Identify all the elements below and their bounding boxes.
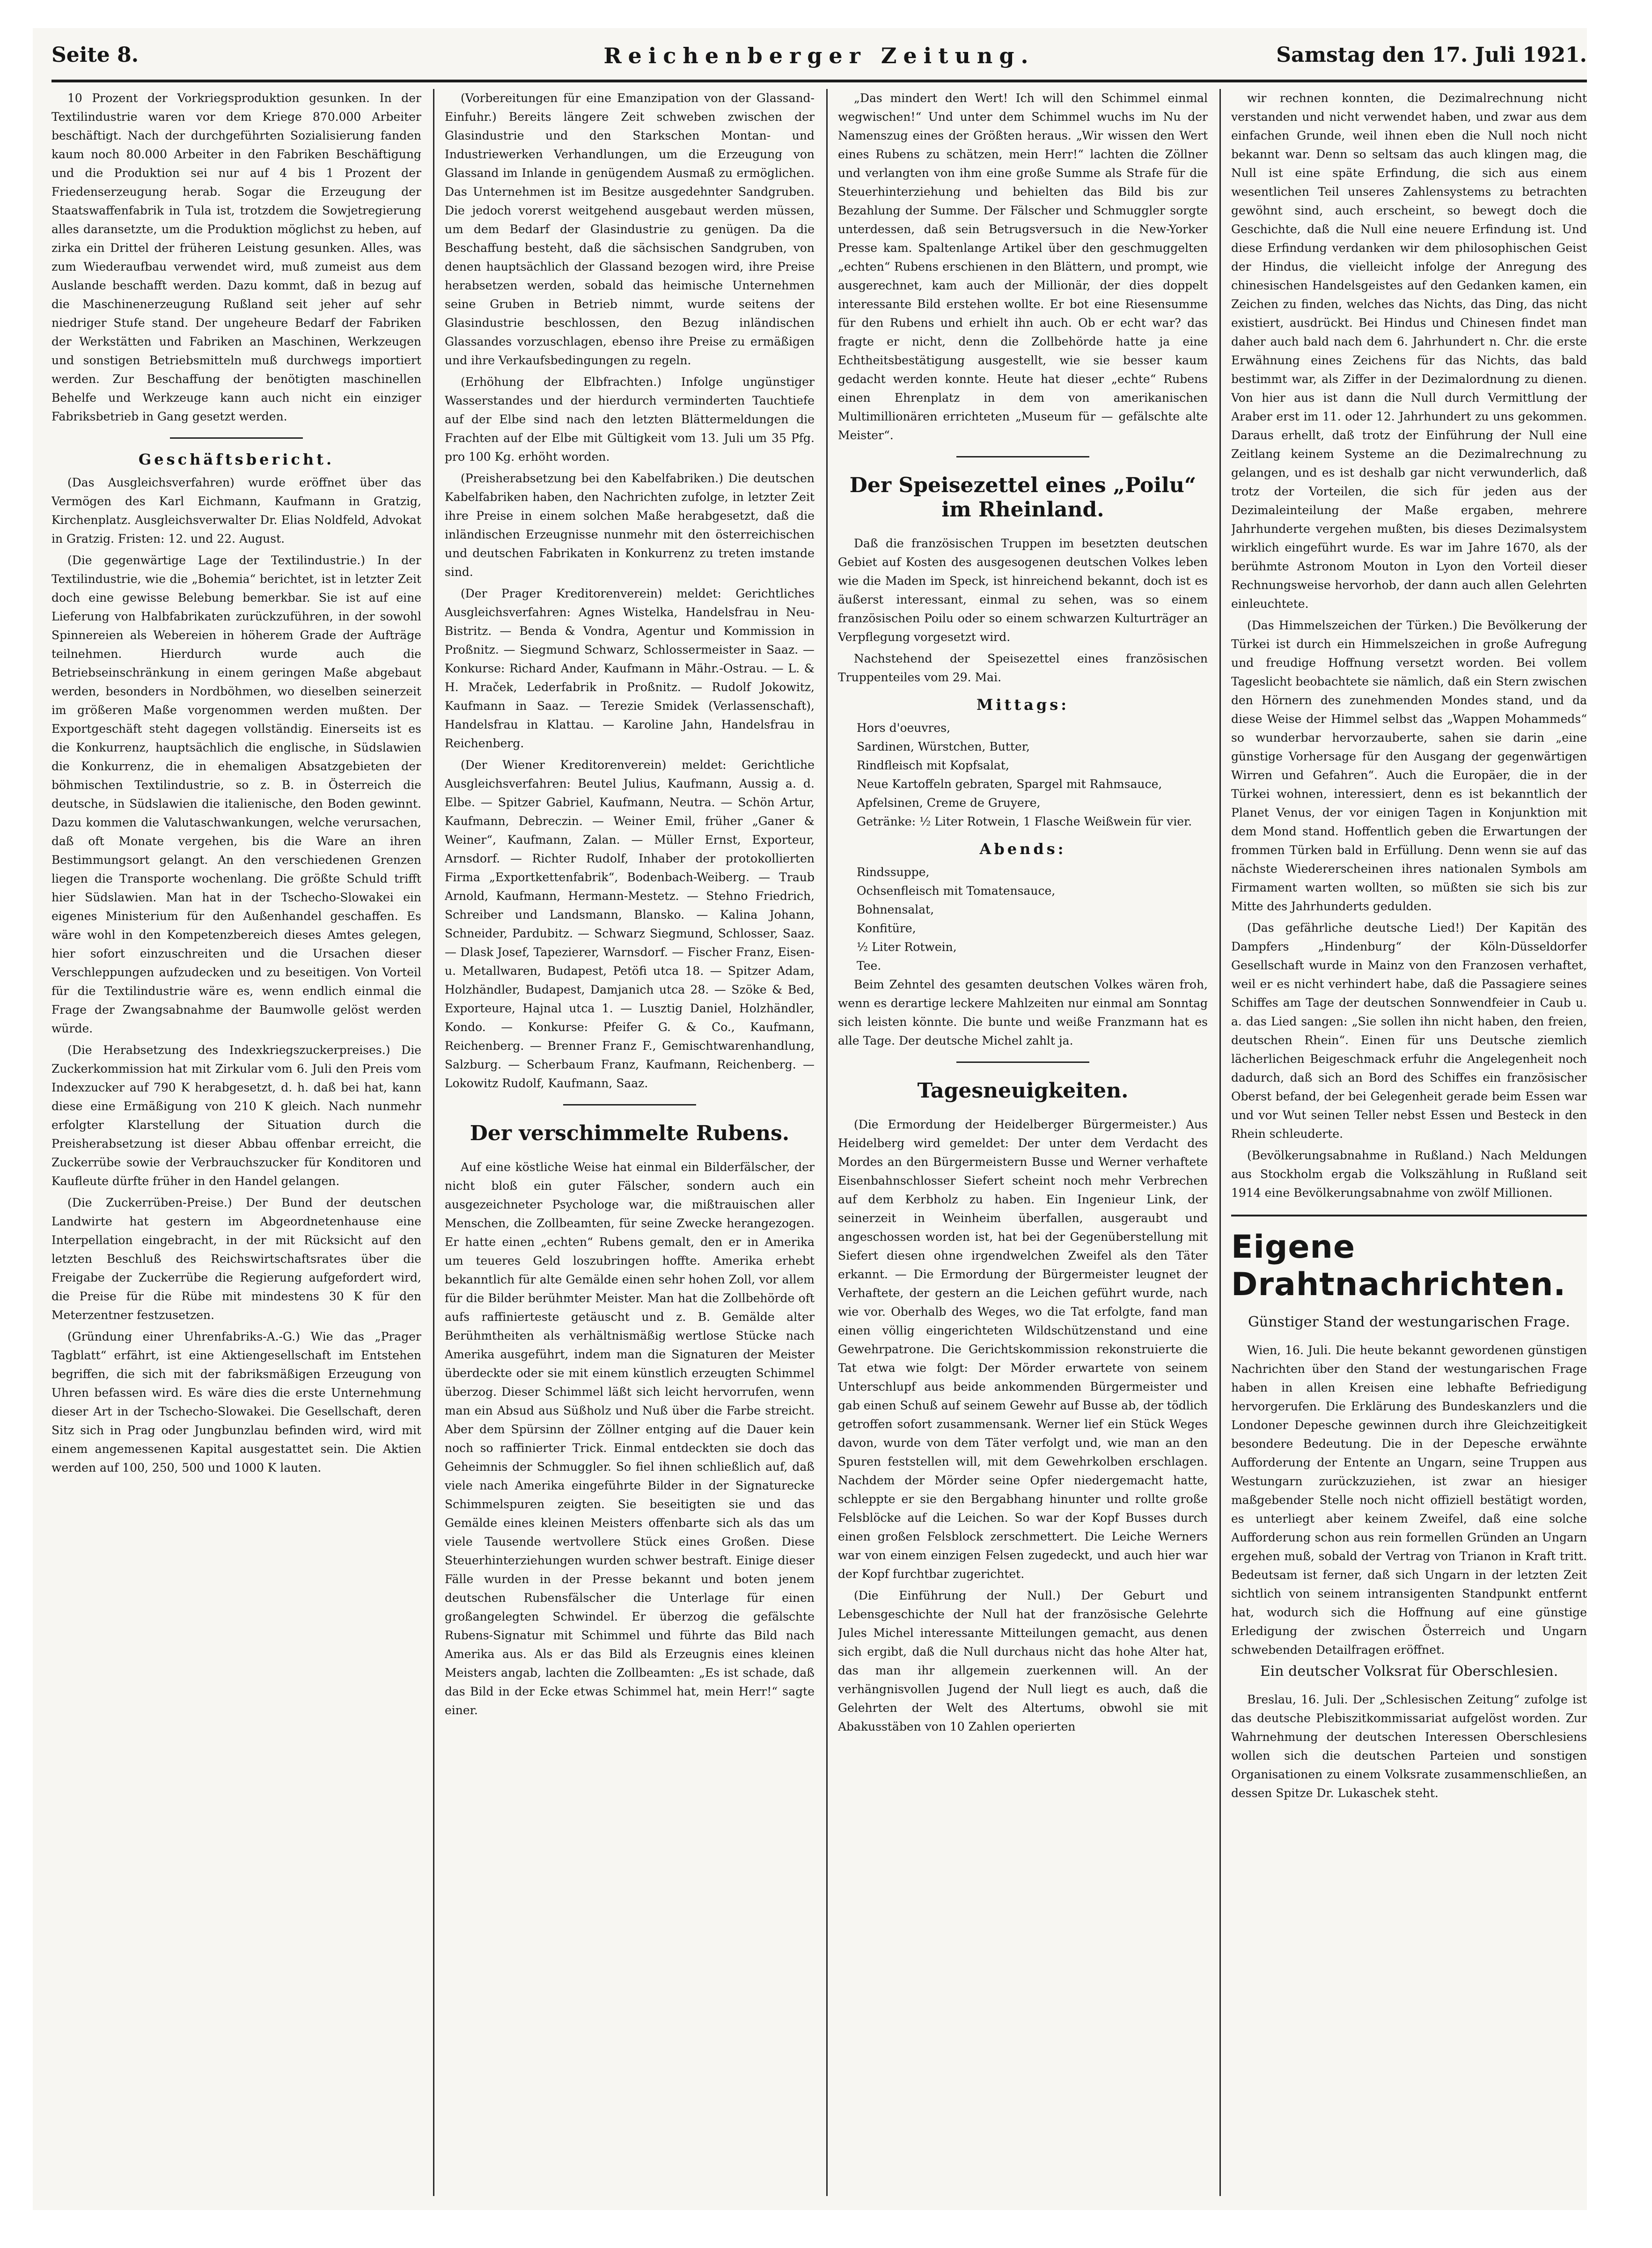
menu-item: Ochsenfleisch mit Tomatensauce,: [857, 884, 1056, 898]
menu-item: Getränke: ½ Liter Rotwein, 1 Flasche Weißwein für vier.: [857, 815, 1192, 828]
article-text: (Vorbereitungen für eine Emanzipation von der Glassand-Einfuhr.) Bereits längere Zeit schweben zwischen der Glasindustrie und den Starkschen Montan- und Industriewerken Verhandlungen, um die Erzeugung von Glassand im Inlande in genügendem Ausmaß zu ermöglichen. Das Unternehmen ist im Besitze ausgedehnter Sandgruben. Die jedoch vorerst weitgehend ausgebaut werden müssen, um dem Bedarf der Glasindustrie zu genügen. Da die Beschaffung besteht, daß die sächsischen Sandgruben, von denen hauptsächlich der Glassand bezogen wird, ihre Preise herabsetzen werden, sobald das heimische Unternehmen seine Gruben in Betrieb nimmt, wurde seitens der Glasindustrie beschlossen, den Bezug inländischen Glassandes vorzuschlagen, ebenso ihre Preise zu ermäßigen und ihre Verkaufsbedingungen zu regeln.: [445, 91, 815, 367]
menu-item: Rindssuppe,: [857, 865, 930, 879]
column-1: [51, 89, 421, 2196]
article-text: Nachstehend der Speisezettel eines französischen Truppenteiles vom 29. Mai.: [838, 652, 1208, 684]
issue-date: Samstag den 17. Juli 1921.: [1276, 43, 1587, 67]
article-text: wir rechnen konnten, die Dezimalrechnung nicht verstanden und nicht verwendet haben, und zwar aus dem einfachen Grunde, weil ihnen eben die Null noch nicht bekannt war. Denn so seltsam das auch klingen mag, die Null ist eine späte Erfindung, die sich aus einem wesentlichen Teil unseres Zahlensystems zu betrachten gewöhnt sind, auch erscheint, so bewegt doch die Geschichte, daß die Null eine neuere Erfindung ist. Und diese Erfindung verdanken wir dem philosophischen Geist der Hindus, die vielleicht infolge der Anregung des chinesischen Handelsgeistes auf den Gedanken kamen, ein Zeichen zu finden, welches das Nichts, das Ding, das nicht existiert, ausdrückt. Bei Hindus und Chinesen findet man daher auch bald nach dem 6. Jahrhundert n. Chr. die erste Erwähnung eines Zeichens für das Nichts, das bald bestimmt war, als Ziffer in der Dezimalordnung zu dienen. Von hier aus ist dann die Null durch Vermittlung der Araber erst im 11. oder 12. Jahrhundert zu uns gekommen. Daraus erhellt, daß trotz der Einführung der Null eine Zeitlang keinem Systeme an die Dezimalrechnung zu gelangen, und es ist deshalb gar nicht verwunderlich, daß trotz der Vorteilen, die sich für jeden aus der Dezimaleinteilung der Maße ergaben, mehrere Jahrhunderte vergehen mußten, bis dieses Dezimalsystem wirklich eingeführt wurde. Es war im Jahre 1670, als der berühmte Astronom Mouton in Lyon den Vorteil dieser Rechnungsweise hervorhob, der dann auch allen Gelehrten einleuchtete.: [1231, 91, 1587, 611]
menu-item: ½ Liter Rotwein,: [857, 940, 957, 954]
headline-tagesneuigkeiten: Tagesneuigkeiten.: [917, 1079, 1129, 1103]
divider: [956, 456, 1089, 457]
article-text: Wien, 16. Juli. Die heute bekannt gewordenen günstigen Nachrichten über den Stand der westungarischen Frage haben in allen Kreisen eine lebhafte Befriedigung hervorgerufen. Die Erklärung des Bundeskanzlers und die Londoner Depesche gewinnen durch ihre Gleichzeitigkeit besondere Bedeutung. Die in der Depesche erwähnte Aufforderung der Entente an Ungarn, seine Truppen aus Westungarn zurückzuziehen, ist zwar an hiesiger maßgebender Stelle noch nicht offiziell bestätigt worden, es unterliegt aber keinem Zweifel, daß eine solche Aufforderung schon aus rein formellen Gründen an Ungarn ergehen muß, sobald der Vertrag von Trianon in Kraft tritt. Bedeutsam ist ferner, daß sich Ungarn in der letzten Zeit sichtlich von seinem intransigenten Standpunkt entfernt hat, wodurch sich die Hoffnung auf eine günstige Erledigung der zwischen Österreich und Ungarn schwebenden Detailfragen eröffnet.: [1231, 1343, 1587, 1657]
article-text: (Gründung einer Uhrenfabriks-A.-G.) Wie das „Prager Tagblatt“ erfährt, ist eine Aktiengesellschaft im Entstehen begriffen, die sich mit der fabriksmäßigen Erzeugung von Uhren befassen wird. Es wäre dies die erste Unternehmung dieser Art in der Tschecho-Slowakei. Die Gesellschaft, deren Sitz sich in Prag oder Jungbunzlau befinden wird, wird mit einem angemessenen Kapital ausgestattet sein. Die Aktien werden auf 100, 250, 500 und 1000 K lauten.: [51, 1330, 421, 1474]
article-text: (Bevölkerungsabnahme in Rußland.) Nach Meldungen aus Stockholm ergab die Volkszählung in Rußland seit 1914 eine Bevölkerungsabnahme von zwölf Millionen.: [1231, 1149, 1587, 1200]
column-rule: [826, 89, 828, 2196]
subheadline-volksrat: Ein deutscher Volksrat für Oberschlesien.: [1260, 1663, 1558, 1680]
menu-item: Rindfleisch mit Kopfsalat,: [857, 759, 1009, 772]
article-text: 10 Prozent der Vorkriegsproduktion gesunken. In der Textilindustrie waren vor dem Kriege 870.000 Arbeiter beschäftigt. Nach der durchgeführten Sozialisierung fanden kaum noch 80.000 Arbeiter in den Fabriken Beschäftigung und die Produktion sei nur auf 4 bis 1 Prozent der Friedenserzeugung herab. Sogar die Erzeugung der Staatswaffenfabrik in Tula ist, trotzdem die Sowjetregierung alles daransetzte, um die Produktion möglichst zu heben, auf zirka ein Drittel der früheren Leistung gesunken. Alles, was zum Wiederaufbau verwendet wird, muß zumeist aus dem Auslande beschafft werden. Dazu kommt, daß in bezug auf die Maschinenerzeugung Rußland seit jeher auf sehr niedriger Stufe stand. Der ungeheure Bedarf der Fabriken der Werkstätten und Fabriken an Maschinen, Werkzeugen und sonstigen Betriebsmitteln muß durchwegs importiert werden. Zur Beschaffung der benötigten maschinellen Behelfe und Werkzeuge kann auch nicht ein einziger Fabriksbetrieb in Gang gesetzt werden.: [51, 91, 421, 423]
menu-item: Hors d'oeuvres,: [857, 721, 951, 735]
headline-drahtnachrichten: Eigene Drahtnachrichten.: [1231, 1229, 1566, 1303]
article-text: (Die gegenwärtige Lage der Textilindustrie.) In der Textilindustrie, wie die „Bohemia“ berichtet, ist in letzter Zeit doch eine gewisse Belebung bemerkbar. Sie ist auf eine Lieferung von Halbfabrikaten zurückzuführen, in der sowohl Spinnereien als Webereien in höherem Grade der Aufträge teilnehmen. Hierdurch wurde auch die Betriebseinschränkung in einem geringen Maße abgebaut werden, besonders in Nordböhmen, wo dieselben seinerzeit im größeren Maße vorgenommen werden mußten. Der Exportgeschäft steht dagegen vollständig. Einerseits ist es die Konkurrenz, hauptsächlich die englische, in Südslawien die Konkurrenz, die in ehemaligen Absatzgebieten der böhmischen Textilindustrie, so z. B. in Österreich die deutsche, in Südslawien die italienische, den Boden gewinnt. Dazu kommen die Valutaschwankungen, welche verursachen, daß oft Monate vergehen, bis die Ware an ihren Bestimmungsort gelangt. An den verschiedenen Grenzen liegen die Transporte wochenlang. Die größte Schuld trifft hier Südslawien. Man hat in der Tschecho-Slowakei ein eigenes Ministerium für den Außenhandel geschaffen. Es wäre wohl in den Kompetenzbereich dieses Amtes gelegen, hier sofort einzuschreiten und die Ursachen dieser Verschleppungen aufzudecken und zu beseitigen. Von Vorteil für die Textilindustrie wäre es, wenn endlich einmal die Frage der Zwangsabnahme der Baumwolle gelöst werden würde.: [51, 553, 421, 1035]
article-text: „Das mindert den Wert! Ich will den Schimmel einmal wegwischen!“ Und unter dem Schimmel wuchs im Nu der Namenszug eines der Größten heraus. „Wir wissen den Wert eines Rubens zu schätzen, mein Herr!“ lachten die Zöllner und verlangten von ihm eine große Summe als Strafe für die Steuerhinterziehung und behielten das Bild bis zur Bezahlung der Summe. Der Fälscher und Schmuggler sorgte unterdessen, daß sein Betrugsversuch in die New-Yorker Presse kam. Spaltenlange Artikel über den geschmuggelten „echten“ Rubens erschienen in den Blättern, und prompt, wie ausgerechnet, kam auch der Millionär, der dies doppelt interessante Bild erstehen wollte. Er bot eine Riesensumme für den Rubens und erhielt ihn auch. Ob er echt war? das fragte er nicht, denn die Zollbehörde hatte ja eine Echtheitsbestätigung ausgestellt, wie sie besser kaum gedacht werden konnte. Heute hat dieser „echte“ Rubens einen Ehrenplatz in dem von amerikanischen Multimillionären errichteten „Museum für — gefälschte alte Meister“.: [838, 91, 1208, 442]
newspaper-title: Reichenberger Zeitung.: [603, 43, 1035, 68]
article-text: Beim Zehntel des gesamten deutschen Volkes wären froh, wenn es derartige leckere Mahlzeiten nur einmal am Sonntag sich leisten könnte. Die bunte und weiße Franzmann hat es alle Tage. Der deutsche Michel zahlt ja.: [838, 978, 1208, 1047]
column-4: [1231, 89, 1587, 2196]
article-text: (Das gefährliche deutsche Lied!) Der Kapitän des Dampfers „Hindenburg“ der Köln-Düsseldorfer Gesellschaft wurde in Mainz von den Franzosen verhaftet, weil er es nicht verhindert habe, daß die Passagiere seines Schiffes am Tage der deutschen Sonnwendfeier in Caub u. a. das Lied sangen: „Sie sollen ihn nicht haben, den freien, deutschen Rhein“. Einen für uns Deutsche ziemlich lächerlichen Beigeschmack erfuhr die Angelegenheit noch dadurch, daß sich an Bord des Schiffes ein französischer Oberst befand, der bei Gelegenheit gerade beim Essen war und vor Wut seinen Teller nebst Essen und Besteck in den Rhein schleuderte.: [1231, 921, 1587, 1141]
menu-item: Sardinen, Würstchen, Butter,: [857, 740, 1030, 753]
article-text: (Die Herabsetzung des Indexkriegszuckerpreises.) Die Zuckerkommission hat mit Zirkular vom 6. Juli den Preis vom Indexzucker auf 790 K herabgesetzt, d. h. daß bei hat, kann diese eine Ermäßigung von 210 K gleich. Nach nunmehr erfolgter Klarstellung der Situation durch die Preisherabsetzung ist dieser Abbau offenbar erreicht, die Zuckerrübe sowie der Verbrauchszucker für Konditoren und Kaufleute dürfte früher in den Handel gelangen.: [51, 1043, 421, 1188]
headline-poilu: Der Speisezettel eines „Poilu“ im Rheinland.: [849, 473, 1197, 522]
subheadline-westungarn: Günstiger Stand der westungarischen Frage.: [1248, 1314, 1571, 1330]
menu-list-mittags: [838, 719, 1208, 831]
article-text: (Der Prager Kreditorenverein) meldet: Gerichtliches Ausgleichsverfahren: Agnes Wistelka, Handelsfrau in Neu-Bistritz. — Benda & Vondra, Agentur und Kommission in Proßnitz. — Siegmund Schwarz, Schlossermeister in Saaz. — Konkurse: Richard Ander, Kaufmann in Mähr.-Ostrau. — L. & H. Mraček, Lederfabrik in Proßnitz. — Rudolf Jokowitz, Kaufmann in Saaz. — Terezie Smidek (Verlassenschaft), Handelsfrau in Klattau. — Karoline Jahn, Handelsfrau in Reichenberg.: [445, 587, 815, 750]
menu-heading-abends: Abends:: [979, 840, 1066, 858]
masthead: [51, 33, 1587, 82]
menu-list-abends: [838, 863, 1208, 975]
menu-item: Tee.: [857, 959, 881, 973]
article-text: Daß die französischen Truppen im besetzten deutschen Gebiet auf Kosten des ausgesogenen deutschen Volkes leben wie die Maden im Speck, ist hinreichend bekannt, doch ist es äußerst interessant, einmal zu sehen, was so einem französischen Poilu oder so einem schwarzen Kulturträger an Verpflegung vorgesetzt wird.: [838, 537, 1208, 644]
menu-heading-mittags: Mittags:: [976, 696, 1070, 714]
column-rule: [1219, 89, 1221, 2196]
headline-rubens: Der verschimmelte Rubens.: [470, 1121, 790, 1145]
divider: [170, 437, 303, 439]
article-text: (Die Einführung der Null.) Der Geburt und Lebensgeschichte der Null hat der französische Gelehrte Jules Michel interessante Mitteilungen gemacht, aus denen sich ergibt, daß die Null durchaus nicht das hohe Alter hat, das man ihr allgemein zuerkennen will. An der verhängnisvollen Jugend der Null liegt es auch, daß die Gelehrten der Welt des Altertums, obwohl sie mit Abakusstäben von 10 Zahlen operierten: [838, 1589, 1208, 1733]
article-text: Breslau, 16. Juli. Der „Schlesischen Zeitung“ zufolge ist das deutsche Plebiszitkommissariat aufgelöst worden. Zur Wahrnehmung der deutschen Interessen Oberschlesiens wollen sich die deutschen Parteien und sonstigen Organisationen zu einem Volksrate zusammenschließen, an dessen Spitze Dr. Lukaschek steht.: [1231, 1693, 1587, 1800]
divider: [563, 1104, 696, 1106]
divider: [1231, 1215, 1587, 1216]
menu-item: Bohnensalat,: [857, 903, 934, 916]
article-text: (Der Wiener Kreditorenverein) meldet: Gerichtliche Ausgleichsverfahren: Beutel Julius, Kaufmann, Aussig a. d. Elbe. — Spitzer Gabriel, Kaufmann, Neutra. — Schön Artur, Kaufmann, Debreczin. — Weiner Emil, früher „Ganer & Weiner“, Kaufmann, Zalan. — Müller Ernst, Exporteur, Arnsdorf. — Richter Rudolf, Inhaber der protokollierten Firma „Exportkettenfabrik“, Bodenbach-Weiberg. — Traub Arnold, Kaufmann, Hermann-Mestetz. — Stehno Friedrich, Schreiber und Landsmann, Blansko. — Kalina Johann, Schneider, Pardubitz. — Schwarz Siegmund, Schlosser, Saaz. — Dlask Josef, Tapezierer, Warnsdorf. — Fischer Franz, Eisen- u. Metallwaren, Budapest, Petöfi utca 18. — Spitzer Adam, Holzhändler, Budapest, Damjanich utca 28. — Szöke & Bed, Exporteure, Hajnal utca 1. — Lusztig Daniel, Holzhändler, Kondo. — Konkurse: Pfeifer G. & Co., Kaufmann, Reichenberg. — Brenner Franz F., Gemischtwarenhandlung, Salzburg. — Scherbaum Franz, Kaufmann, Reichenberg. — Lokowitz Rudolf, Kaufmann, Saaz.: [445, 758, 815, 1090]
column-3: [838, 89, 1208, 2196]
article-text: (Das Ausgleichsverfahren) wurde eröffnet über das Vermögen des Karl Eichmann, Kaufmann in Gratzig, Kirchenplatz. Ausgleichsverwalter Dr. Elias Noldfeld, Advokat in Gratzig. Fristen: 12. und 22. August.: [51, 476, 421, 545]
article-text: (Preisherabsetzung bei den Kabelfabriken.) Die deutschen Kabelfabriken haben, den Nachrichten zufolge, in letzter Zeit ihre Preise in einem solchen Maße herabgesetzt, daß die inländischen Erzeugnisse nunmehr mit den österreichischen und deutschen Fabrikaten in Konkurrenz zu treten imstande sind.: [445, 472, 815, 579]
newspaper-page: [33, 28, 1587, 2210]
menu-item: Konfitüre,: [857, 921, 916, 935]
article-text: (Das Himmelszeichen der Türken.) Die Bevölkerung der Türkei ist durch ein Himmelszeichen in große Aufregung und freudige Hoffnung versetzt worden. Bei vollem Tageslicht beobachtete sie nämlich, daß ein Stern zwischen den Hörnern des zunehmenden Mondes stand, und da diese Weise der Himmel selbst das „Wappen Mohammeds“ so wunderbar hervorzauberte, sahen sie darin „eine günstige Vorhersage für den Ausgang der gegenwärtigen Wirren und Gefahren“. Auch die Europäer, die in der Türkei wohnen, interessiert, denn es ist bekanntlich der Planet Venus, der vor einigen Tagen in Konjunktion mit dem Mond stand. Hoffentlich geben die Erwartungen der frommen Türken bald in Erfüllung. Denn wenn sie auf das nächste Wiedererscheinen ihres nationalen Symbols am Firmament warten wollten, so müßten sie sich bis zur Mitte des Jahrhunderts gedulden.: [1231, 619, 1587, 913]
menu-item: Neue Kartoffeln gebraten, Spargel mit Rahmsauce,: [857, 777, 1162, 791]
column-2: [445, 89, 815, 2196]
article-text: (Die Zuckerrüben-Preise.) Der Bund der deutschen Landwirte hat gestern im Abgeordnetenhause eine Interpellation eingebracht, in der mit Rücksicht auf den letzten Beschluß des Reichswirtschaftsrates über die Freigabe der Zuckerrübe die Regierung aufgefordert wird, die Preise für die Rübe mit mindestens 30 K für den Meterzentner festzusetzen.: [51, 1196, 421, 1322]
article-text: (Erhöhung der Elbfrachten.) Infolge ungünstiger Wasserstandes und der hierdurch verminderten Tauchtiefe auf der Elbe sind nach den letzten Blättermeldungen die Frachten auf der Elbe mit Gültigkeit vom 13. Juli um 35 Pfg. pro 100 Kg. erhöht worden.: [445, 375, 815, 464]
article-text: Auf eine köstliche Weise hat einmal ein Bilderfälscher, der nicht bloß ein guter Fälscher, sondern auch ein ausgezeichneter Psychologe war, die mißtrauischen aller Menschen, die Zollbeamten, für seine Zwecke herangezogen. Er hatte einen „echten“ Rubens gemalt, den er in Amerika um teueres Geld loszubringen hoffte. Amerika erhebt bekanntlich für alte Gemälde einen sehr hohen Zoll, vor allem für die Bilder berühmter Meister. Man hat die Zollbehörde oft aufs raffinierteste getäuscht und z. B. Gemälde alter Berühmtheiten als verhältnismäßig wertlose Stücke nach Amerika ausgeführt, indem man die Signaturen der Meister überdeckte oder sie mit einem künstlich erzeugten Schimmel überzog. Dieser Schimmel läßt sich leicht hervorrufen, wenn man ein Absud aus Süßholz und Nuß über die Farbe streicht. Aber dem Spürsinn der Zöllner entging auf die Dauer kein noch so raffinierter Trick. Einmal entdeckten sie doch das Geheimnis der Schmuggler. So fiel ihnen schließlich auf, daß viele nach Amerika eingeführte Bilder in der Signaturecke Schimmelspuren zeigten. Sie beseitigten sie und das Gemälde eines kleinen Meisters offenbarte sich als das um viele Tausende wertvollere Stück eines Großen. Diese Steuerhinterziehungen wurden schwer bestraft. Einige dieser Fälle wurden in der Presse bekannt und boten jenem deutschen Rubensfälscher die Unterlage für einen großangelegten Schwindel. Er überzog die gefälschte Rubens-Signatur mit Schimmel und führte das Bild nach Amerika aus. Als er das Bild als Erzeugnis eines kleinen Meisters angab, lachten die Zollbeamten: „Es ist schade, daß das Bild in der Ecke etwas Schimmel hat, mein Herr!“ sagte einer.: [445, 1160, 815, 1717]
menu-item: Apfelsinen, Creme de Gruyere,: [857, 796, 1041, 810]
divider: [956, 1061, 1089, 1063]
column-rule: [433, 89, 434, 2196]
columns: [51, 89, 1587, 2196]
page-number: Seite 8.: [51, 43, 139, 67]
article-text: (Die Ermordung der Heidelberger Bürgermeister.) Aus Heidelberg wird gemeldet: Der unter dem Verdacht des Mordes an den Bürgermeistern Busse und Werner verhaftete Eisenbahnschlosser Siefert scheint noch mehr Verbrechen auf dem Kerbholz zu haben. Ein Ingenieur Link, der seinerzeit in Weinheim überfallen, ausgeraubt und angeschossen worden ist, hat bei der Gegenüberstellung mit Siefert diesen ohne irgendwelchen Zweifel als den Täter erkannt. — Die Ermordung der Bürgermeister leugnet der Verhaftete, der gestern an die Leichen geführt wurde, nach wie vor. Oberhalb des Weges, wo die Tat erfolgte, fand man einen völlig eingerichteten Wildschützenstand und eine Gewehrpatrone. Die Gerichtskommission rekonstruierte die Tat etwa wie folgt: Der Mörder erwartete von seinem Unterschlupf aus beide ankommenden Bürgermeister und gab einen Schuß auf seinem Gewehr auf Busse ab, der tödlich getroffen sofort zusammensank. Werner lief ein Stück Weges davon, wurde von dem Täter verfolgt und, wie man an den Spuren feststellen will, mit dem Gewehrkolben erschlagen. Nachdem der Mörder seine Opfer niedergemacht hatte, schleppte er sie den Bergabhang hinunter und rollte große Felsblöcke auf die Leichen. So war der Kopf Busses durch einen großen Felsblock zerschmettert. Die Leiche Werners war von einem einzigen Felsen zugedeckt, und auch hier war der Kopf furchtbar zugerichtet.: [838, 1118, 1208, 1581]
section-heading-geschaeftsbericht: Geschäftsbericht.: [138, 450, 335, 468]
